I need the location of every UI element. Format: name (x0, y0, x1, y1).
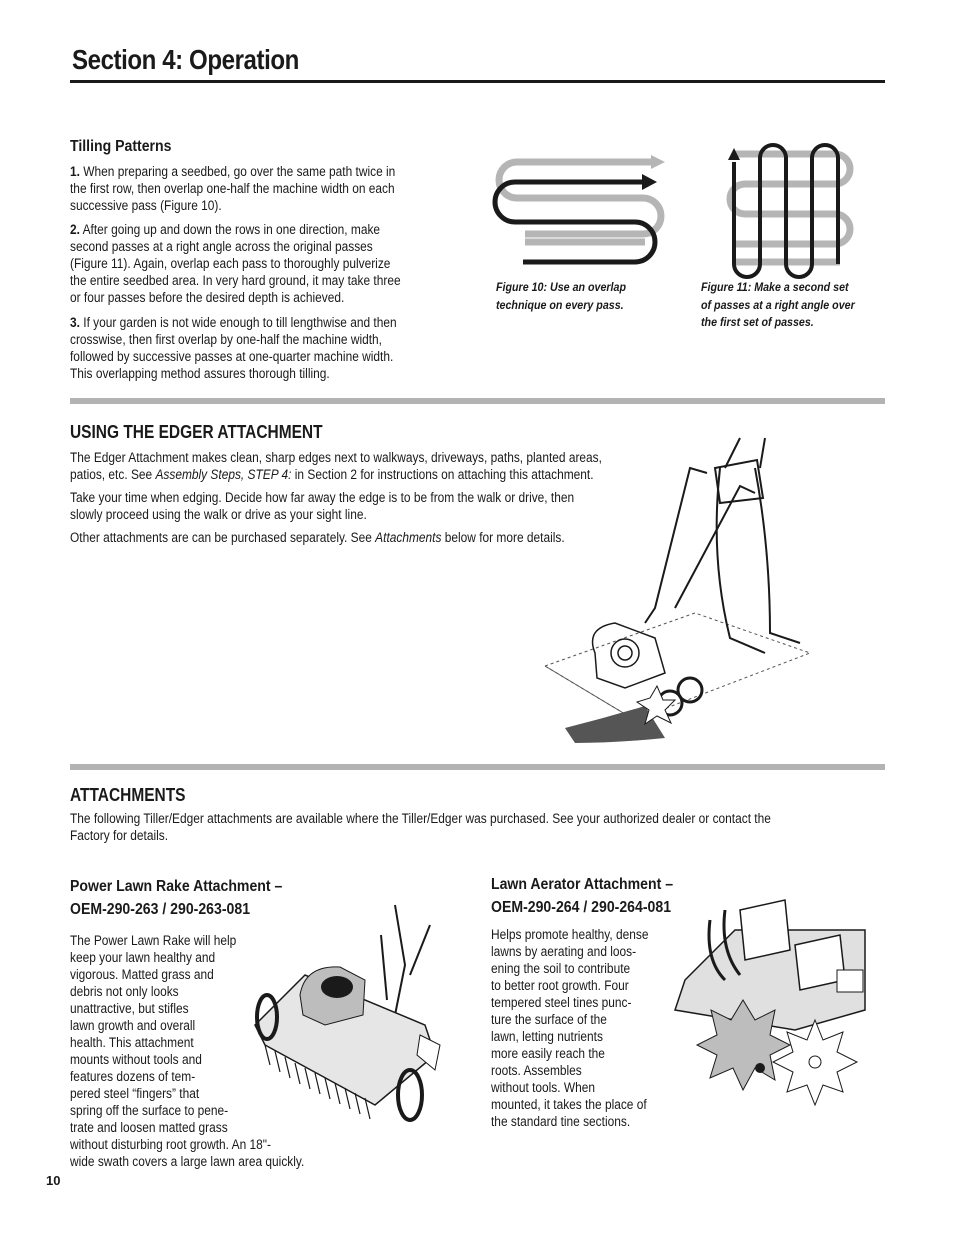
aerator-line: Helps promote healthy, dense (491, 927, 649, 942)
rake-line: spring off the surface to pene- (70, 1103, 229, 1118)
lawn-aerator-illustration (665, 890, 870, 1120)
tilling-patterns-block (70, 138, 185, 156)
figure-11-crosshatch-diagram (720, 144, 860, 274)
caption-line: the first set of passes. (701, 315, 814, 329)
tilling-item-1 (70, 163, 470, 214)
caption-line: Figure 11: Make a second set (701, 280, 849, 294)
edger-line: slowly proceed using the walk or drive as your sight line. (70, 507, 367, 522)
tilling-item-line: 1. When preparing a seedbed, go over the same path twice in (70, 164, 396, 179)
attachments-intro (70, 810, 885, 844)
edger-section (70, 422, 364, 443)
edger-line: The Edger Attachment makes clean, sharp edges next to walkways, driveways, paths, planted areas, (70, 450, 602, 465)
rake-line: keep your lawn healthy and (70, 950, 216, 965)
rake-line: The Power Lawn Rake will help (70, 933, 237, 948)
tilling-heading: Tilling Patterns (70, 138, 172, 155)
aerator-line: roots. Assembles (491, 1063, 582, 1078)
tilling-item-3 (70, 314, 470, 382)
tilling-item-line: 2. After going up and down the rows in one direction, make (70, 222, 381, 237)
aerator-line: tempered steel tines punc- (491, 995, 632, 1010)
rake-line: debris not only looks (70, 984, 179, 999)
intro-line: Factory for details. (70, 828, 169, 843)
section-divider (70, 764, 885, 770)
aerator-title-line: OEM-290-264 / 290-264-081 (491, 899, 672, 916)
tilling-item-line: second passes at a right angle across the original passes (70, 239, 373, 254)
rake-line: without disturbing root growth. An 18"- (70, 1137, 271, 1152)
aerator-line: ening the soil to contribute (491, 961, 631, 976)
rake-line: pered steel “fingers” that (70, 1086, 200, 1101)
attachments-heading: ATTACHMENTS (70, 785, 186, 805)
aerator-line: to better root growth. Four (491, 978, 629, 993)
tilling-item-line: crosswise, then first overlap by one-half the machine width, (70, 332, 383, 347)
caption-line: Figure 10: Use an overlap (496, 280, 626, 294)
section-divider (70, 398, 885, 404)
aerator-description (491, 926, 691, 1130)
aerator-line: mounted, it takes the place of (491, 1097, 647, 1112)
aerator-line: the standard tine sections. (491, 1114, 631, 1129)
aerator-title-line: Lawn Aerator Attachment – (491, 876, 674, 893)
tilling-item-line: This overlapping method assures thorough tilling. (70, 366, 330, 381)
figure-10-caption (496, 279, 642, 314)
tilling-item-line: (Figure 11). Again, overlap each pass to thoroughly pulverize (70, 256, 391, 271)
rake-line: health. This attachment (70, 1035, 194, 1050)
tilling-item-line: followed by successive passes at one-quarter machine width. (70, 349, 394, 364)
rake-line: mounts without tools and (70, 1052, 202, 1067)
tilling-item-line: the first row, then overlap one-half the machine width on each (70, 181, 395, 196)
tilling-item-line: or four passes before the desired depth is achieved. (70, 290, 345, 305)
page-number: 10 (46, 1173, 61, 1188)
edger-line: Other attachments are can be purchased separately. See Attachments below for more details. (70, 530, 565, 545)
rake-line: lawn growth and overall (70, 1018, 196, 1033)
figure-10-overlap-diagram (495, 150, 670, 275)
rake-line: vigorous. Matted grass and (70, 967, 214, 982)
rake-line: wide swath covers a large lawn area quickly. (70, 1154, 305, 1169)
aerator-line: ture the surface of the (491, 1012, 607, 1027)
tilling-item-line: successive pass (Figure 10). (70, 198, 222, 213)
header-rule (70, 80, 885, 83)
figure-11-caption (701, 279, 874, 332)
tilling-item-2 (70, 221, 470, 306)
aerator-line: lawns by aerating and loos- (491, 944, 637, 959)
edger-line: Take your time when edging. Decide how far away the edge is to be from the walk or drive, then (70, 490, 575, 505)
caption-line: of passes at a right angle over (701, 297, 855, 312)
attachments-section (70, 785, 204, 806)
aerator-line: more easily reach the (491, 1046, 605, 1061)
aerator-line: without tools. When (491, 1080, 596, 1095)
edger-heading: USING THE EDGER ATTACHMENT (70, 422, 323, 442)
tilling-item-line: the entire seedbed area. In very hard ground, it may take three (70, 273, 401, 288)
rake-title-line: OEM-290-263 / 290-263-081 (70, 901, 251, 918)
tilling-item-line: 3. If your garden is not wide enough to till lengthwise and then (70, 315, 397, 330)
power-lawn-rake-illustration (245, 905, 450, 1130)
intro-line: The following Tiller/Edger attachments are available where the Tiller/Edger was purchased. See your authorized dealer or contact the (70, 811, 771, 826)
rake-title-line: Power Lawn Rake Attachment – (70, 878, 283, 895)
rake-line: features dozens of tem- (70, 1069, 196, 1084)
aerator-line: lawn, letting nutrients (491, 1029, 603, 1044)
edger-line: patios, etc. See Assembly Steps, STEP 4: in Section 2 for instructions on attaching this attachment. (70, 467, 594, 482)
edger-operator-illustration (525, 438, 825, 748)
rake-line: unattractive, but stifles (70, 1001, 189, 1016)
rake-line: trate and loosen matted grass (70, 1120, 228, 1135)
section-title: Section 4: Operation (72, 44, 299, 75)
caption-line: technique on every pass. (496, 297, 624, 312)
